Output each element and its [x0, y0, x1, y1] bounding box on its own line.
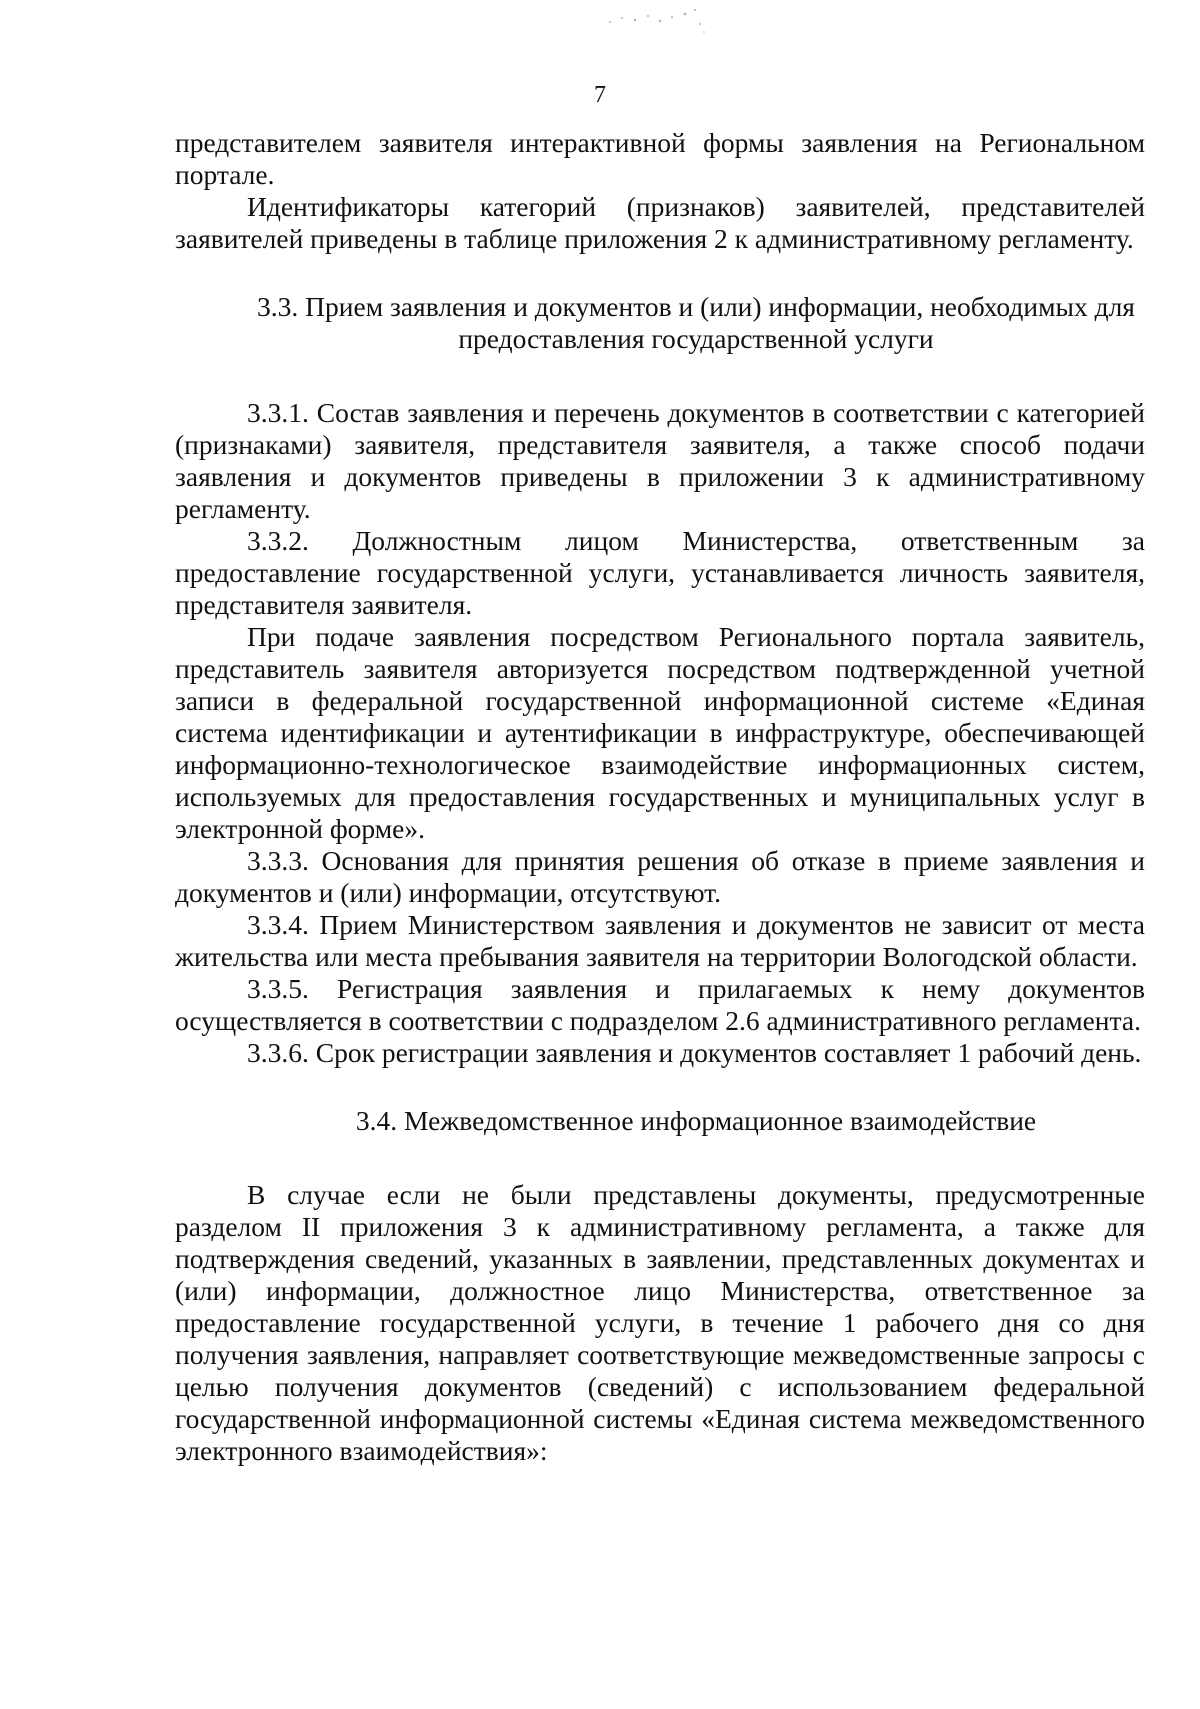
scan-artifact: [600, 2, 760, 42]
page-number: 7: [594, 82, 606, 108]
section-heading-3-4: 3.4. Межведомственное информационное взаимодействие: [355, 1105, 1037, 1136]
paragraph: 3.3.4. Прием Министерством заявления и документов не зависит от места жительства или места пребывания заявителя на территории Вологодской области.: [175, 909, 1145, 972]
section-heading-3-3: 3.3. Прием заявления и документов и (или) информации, необходимых для предоставления государственной услуги: [257, 291, 1135, 354]
paragraph: 3.3.5. Регистрация заявления и прилагаемых к нему документов осуществляется в соответствии с подразделом 2.6 административного регламента.: [175, 973, 1145, 1036]
document-body: [175, 127, 1145, 1467]
paragraph: представителем заявителя интерактивной формы заявления на Региональном портале.: [175, 127, 1145, 190]
paragraph: 3.3.1. Состав заявления и перечень документов в соответствии с категорией (признаками) заявителя, представителя заявителя, а также способ подачи заявления и документов приведены в приложении 3 к административному регламенту.: [175, 397, 1145, 524]
paragraph: 3.3.6. Срок регистрации заявления и документов составляет 1 рабочий день.: [247, 1037, 1142, 1068]
paragraph: 3.3.2. Должностным лицом Министерства, ответственным за предоставление государственной услуги, устанавливается личность заявителя, представителя заявителя.: [175, 525, 1145, 620]
paragraph: При подаче заявления посредством Регионального портала заявитель, представитель заявителя авторизуется посредством подтвержденной учетной записи в федеральной государственной информационной системе «Единая система идентификации и аутентификации в инфраструктуре, обеспечивающей информационно-технологическое взаимодействие информационных систем, используемых для предоставления государственных и муниципальных услуг в электронной форме».: [175, 621, 1145, 844]
paragraph: В случае если не были представлены документы, предусмотренные разделом II приложения 3 к административному регламента, а также для подтверждения сведений, указанных в заявлении, представленных документах и (или) информации, должностное лицо Министерства, ответственное за предоставление государственной услуги, в течение 1 рабочего дня со дня получения заявления, направляет соответствующие межведомственные запросы с целью получения документов (сведений) с использованием федеральной государственной информационной системы «Единая система межведомственного электронного взаимодействия»:: [175, 1179, 1145, 1466]
paragraph: Идентификаторы категорий (признаков) заявителей, представителей заявителей приведены в таблице приложения 2 к административному регламенту.: [175, 191, 1145, 254]
paragraph: 3.3.3. Основания для принятия решения об отказе в приеме заявления и документов и (или) информации, отсутствуют.: [175, 845, 1145, 908]
